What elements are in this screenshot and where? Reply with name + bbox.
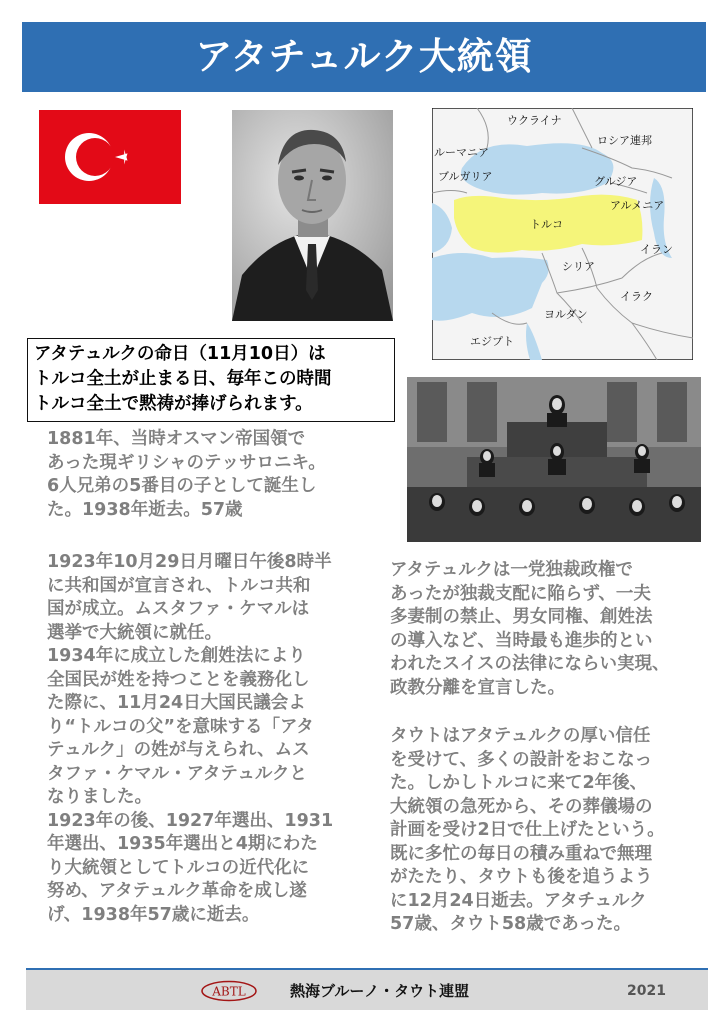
reforms-paragraph: アタテュルクは一党独裁政権で あったが独裁支配に陥らず、一夫 多妻制の禁止、男女同権、創姓法 の導入など、当時最も進歩的とい われたスイスの法律にならい実現、 政教分離を宣言した。 <box>390 560 670 698</box>
map-label-jordan: ヨルダン <box>544 308 588 321</box>
map-label-syria: シリア <box>562 260 595 273</box>
taut-paragraph: タウトはアタテュルクの厚い信任 を受けて、多くの設計をおこなっ た。しかしトルコに来て2年後、 大統領の急死から、その葬儀場の 計画を受け2日で仕上げたという。 既に多忙の毎日の積み重ねで無理 がたたり、タウトも後を追うよう に12月24日逝去。アタチュルク 57歳、タウト58歳であった。 <box>390 726 665 934</box>
map-label-georgia: グルジア <box>594 175 638 188</box>
ataturk-portrait-photo <box>232 110 393 321</box>
region-map <box>432 108 693 360</box>
map-label-russia: ロシア連邦 <box>597 134 652 147</box>
presidency-paragraph: 1923年10月29日月曜日午後8時半 に共和国が宣言され、トルコ共和 国が成立。ムスタファ・ケマルは 選挙で大統領に就任。 1934年に成立した創姓法により 全国民が姓を持つことを義務化し た際に、11月24日大国民議会よ り“トルコの父”を意味する「アタ テュルク」の姓が与えられ、ムス タファ・ケマル・アタテュルクと なりました。 1923年の後、1927年選出、1931 年選出、1935年選出と4期にわた り大統領としてトルコの近代化に 努め、アタテュルク革命を成し遂 げ、1938年57歳に逝去。 <box>47 552 334 925</box>
map-label-romania: ルーマニア <box>434 146 489 159</box>
parliament-photo <box>407 377 701 542</box>
map-label-turkey: トルコ <box>530 218 563 231</box>
map-label-egypt: エジプト <box>470 335 514 348</box>
anniversary-note <box>27 338 395 422</box>
map-label-armenia: アルメニア <box>610 199 665 212</box>
map-label-bulgaria: ブルガリア <box>438 170 493 183</box>
page-title: アタチュルク大統領 <box>195 35 533 78</box>
map-label-iraq: イラク <box>620 290 653 303</box>
turkish-flag <box>39 110 181 204</box>
map-label-ukraine: ウクライナ <box>507 114 562 127</box>
abtl-logo-text: ABTL <box>212 984 246 999</box>
map-label-iran: イラン <box>640 243 673 256</box>
anniversary-note-text: アタテュルクの命日（11月10日）は トルコ全土が止まる日、毎年この時間 トルコ全土で黙祷が捧げられます。 <box>34 344 332 414</box>
footer-year: 2021 <box>627 983 666 999</box>
birth-paragraph: 1881年、当時オスマン帝国領で あった現ギリシャのテッサロニキ。 6人兄弟の5番目の子として誕生し た。1938年逝去。57歳 <box>47 429 326 520</box>
organization-name: 熱海ブルーノ・タウト連盟 <box>290 982 470 1000</box>
title-bar <box>22 22 706 92</box>
abtl-logo <box>200 980 258 1002</box>
